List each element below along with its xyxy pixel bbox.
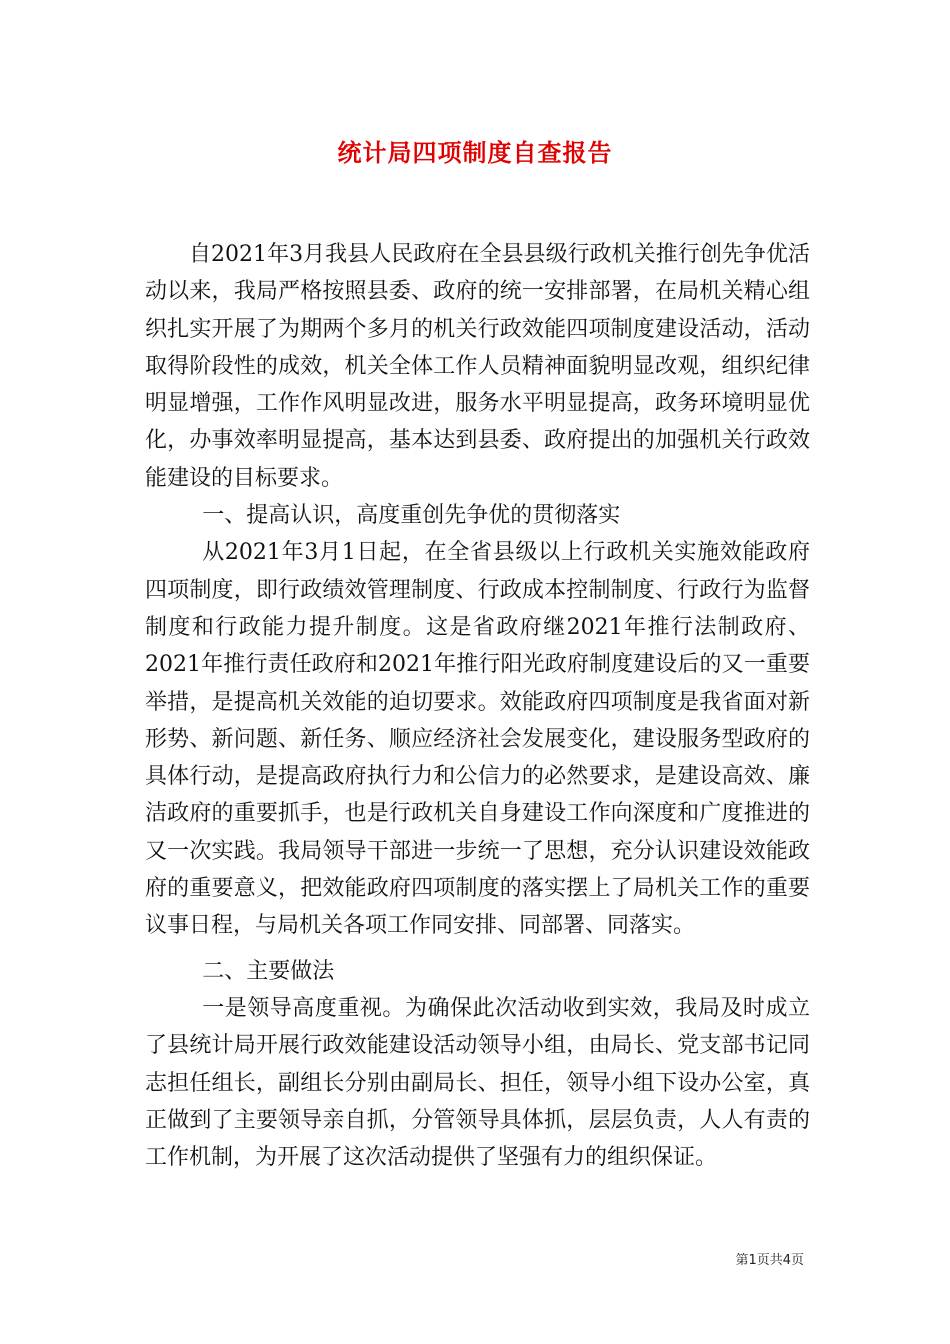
section-heading-1: 一、提高认识，高度重创先争优的贯彻落实: [202, 503, 621, 529]
section-heading-2: 二、主要做法: [202, 958, 335, 984]
paragraph-section-2: 一是领导高度重视。为确保此次活动收到实效，我局及时成立了县统计局开展行政效能建设活动领导小组，由局长、党支部书记同志担任组长，副组长分别由副局长、担任，领导小组下设办公室，真正做到了主要领导亲自抓，分管领导具体抓，层层负责，人人有责的工作机制，为开展了这次活动提供了坚强有力的组织保证。: [145, 995, 810, 1171]
paragraph-section-1: 从2021年3月1日起，在全省县级以上行政机关实施效能政府四项制度，即行政绩效管理制度、行政成本控制制度、行政行为监督制度和行政能力提升制度。这是省政府继2021年推行法制政府、2021年推行责任政府和2021年推行阳光政府制度建设后的又一重要举措，是提高机关效能的迫切要求。效能政府四项制度是我省面对新形势、新问题、新任务、顺应经济社会发展变化，建设服务型政府的具体行动，是提高政府执行力和公信力的必然要求，是建设高效、廉洁政府的重要抓手，也是行政机关自身建设工作向深度和广度推进的又一次实践。我局领导干部进一步统一了思想，充分认识建设效能政府的重要意义，把效能政府四项制度的落实摆上了局机关工作的重要议事日程，与局机关各项工作同安排、同部署、同落实。: [145, 540, 810, 939]
document-body: [145, 236, 810, 1176]
page-number-footer: 第1页共4页: [735, 1253, 804, 1268]
paragraph-intro: 自2021年3月我县人民政府在全县县级行政机关推行创先争优活动以来，我局严格按照县委、政府的统一安排部署，在局机关精心组织扎实开展了为期两个多月的机关行政效能四项制度建设活动，活动取得阶段性的成效，机关全体工作人员精神面貌明显改观，组织纪律明显增强，工作作风明显改进，服务水平明显提高，政务环境明显优化，办事效率明显提高，基本达到县委、政府提出的加强机关行政效能建设的目标要求。: [145, 242, 810, 491]
document-title: 统计局四项制度自查报告: [337, 139, 613, 167]
